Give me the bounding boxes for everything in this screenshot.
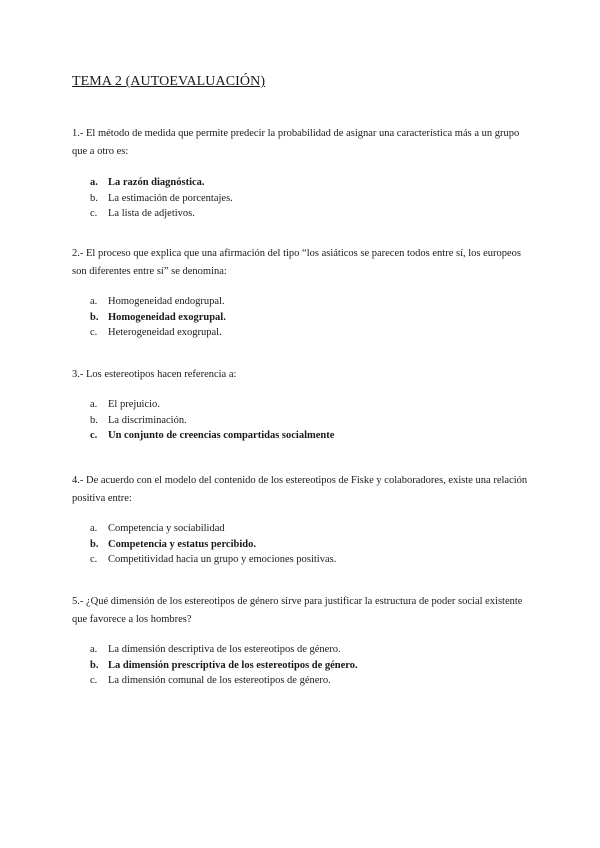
option-c [72,552,528,568]
options-list [72,175,528,222]
option-text: Homogeneidad exogrupal. [108,311,226,323]
option-b [72,658,528,674]
question-text: 2.- El proceso que explica que una afirmación del tipo “los asiáticos se parecen todos entre sí, los europeos son diferentes entre sí” se denomina: [72,248,522,277]
option-a [72,397,528,413]
option-text: Heterogeneidad exogrupal. [108,327,222,338]
option-letter: b. [90,414,98,426]
question-3 [72,366,528,444]
option-b [72,413,528,429]
option-text: La dimensión comunal de los estereotipos de género. [108,675,331,686]
option-text: Competitividad hacia un grupo y emociones positivas. [108,554,337,565]
option-text: Un conjunto de creencias compartidas socialmente [108,430,335,441]
option-a [72,521,528,537]
option-letter: c. [90,327,98,338]
option-letter: c. [90,430,98,441]
option-c [72,428,528,444]
option-letter: c. [90,208,98,219]
option-text: La estimación de porcentajes. [108,192,233,204]
question-5 [72,593,528,689]
question-1 [72,125,528,222]
option-text: La razón diagnóstica. [108,177,205,188]
options-list [72,294,528,341]
option-b [72,310,528,326]
option-c [72,206,528,222]
options-list [72,642,528,689]
option-letter: c. [90,554,98,565]
question-4 [72,472,528,568]
option-text: Homogeneidad endogrupal. [108,296,225,307]
option-text: La lista de adjetivos. [108,208,195,219]
option-c [72,325,528,341]
option-a [72,642,528,658]
option-letter: a. [90,644,98,655]
option-letter: a. [90,296,98,307]
option-a [72,175,528,191]
option-letter: b. [90,192,98,204]
options-list [72,521,528,568]
option-b [72,191,528,207]
option-text: Competencia y sociabilidad [108,523,225,534]
options-list [72,397,528,444]
option-text: Competencia y estatus percibido. [108,538,256,550]
question-text: 4.- De acuerdo con el modelo del contenido de los estereotipos de Fiske y colaboradores, existe una relación positiva entre: [72,475,528,504]
question-text: 5.- ¿Qué dimensión de los estereotipos de género sirve para justificar la estructura de poder social existente que favorece a los hombres? [72,596,523,625]
option-letter: b. [90,311,99,323]
question-2 [72,245,528,341]
question-text: 1.- El método de medida que permite predecir la probabilidad de asignar una característica más a un grupo que a otro es: [72,128,520,157]
option-letter: a. [90,399,98,410]
page-title: TEMA 2 (AUTOEVALUACIÓN) [72,74,266,89]
option-a [72,294,528,310]
option-text: La dimensión prescriptiva de los estereotipos de género. [108,659,358,671]
option-letter: b. [90,659,99,671]
option-text: La dimensión descriptiva de los estereotipos de género. [108,644,341,655]
option-b [72,537,528,553]
option-letter: b. [90,538,99,550]
option-text: La discriminación. [108,414,187,426]
option-c [72,673,528,689]
option-letter: a. [90,523,98,534]
option-text: El prejuicio. [108,399,160,410]
option-letter: c. [90,675,98,686]
question-text: 3.- Los estereotipos hacen referencia a: [72,369,237,380]
option-letter: a. [90,177,98,188]
